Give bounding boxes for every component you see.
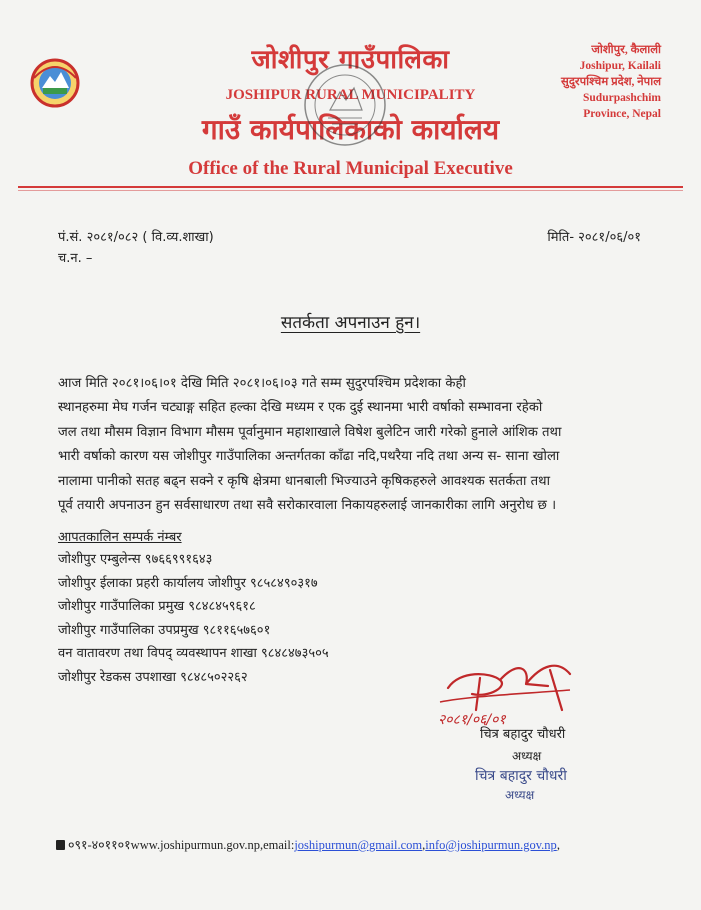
list-item: जोशीपुर रेडकस उपशाखा ९८४८५०२२६२	[58, 669, 248, 685]
list-item: जोशीपुर एम्बुलेन्स ९७६६९९१६४३	[58, 552, 213, 567]
letter-body	[58, 372, 648, 518]
office-name-en: Office of the Rural Municipal Executive	[188, 158, 513, 179]
phone-icon	[56, 840, 65, 850]
footer-contact	[56, 836, 560, 853]
footer-phone: ०९१-४०११०१	[68, 838, 131, 852]
municipality-name-np: जोशीपुर गाउँपालिका	[251, 45, 450, 75]
body-line: जल तथा मौसम विज्ञान विभाग मौसम पूर्वानुमान महाशाखाले विषेश बुलेटिन जारी गरेको हुनाले आंशिक तथा	[58, 424, 562, 440]
signer-name: चित्र बहादुर चौधरी	[480, 727, 566, 742]
address-line: Sudurpashchim	[583, 92, 661, 104]
signer-title: अध्यक्ष	[512, 749, 542, 763]
contacts-heading: आपतकालिन सम्पर्क नंम्बर	[58, 530, 182, 545]
list-item: जोशीपुर गाउँपालिका प्रमुख ९८४८४५९६१८	[58, 599, 256, 615]
reference-number: पं.सं. २०८१/०८२ ( वि.व्य.शाखा)	[58, 230, 214, 245]
letter-subject: सतर्कता अपनाउन हुन।	[280, 313, 421, 333]
email-link-info[interactable]: info@joshipurmun.gov.np	[425, 838, 557, 852]
footer-website: www.joshipurmun.gov.np,email:	[130, 838, 295, 852]
office-name-np: गाउँ कार्यपालिकाको कार्यालय	[201, 113, 500, 146]
municipality-name-en: JOSHIPUR RURAL MUNICIPALITY	[225, 87, 476, 103]
address-line: Province, Nepal	[583, 108, 661, 120]
list-item: जोशीपुर ईलाका प्रहरी कार्यालय जोशीपुर ९८५८४९०३१७	[58, 575, 318, 591]
footer-separator: ,	[422, 838, 426, 852]
body-line: आज मिति २०८१।०६।०१ देखि मिति २०८१।०६।०३ गते सम्म सुदुरपश्चिम प्रदेशका केही	[58, 376, 466, 391]
signature-date: २०८१/०६/०१	[438, 712, 506, 728]
address-line: जोशीपुर, कैलाली	[591, 44, 661, 56]
body-line: नालामा पानीको सतह बढ्न सक्ने र कृषि क्षेत्रमा धानबाली भिज्याउने कृषिकहरुले आवश्यक सतर्कता तथा	[58, 473, 550, 489]
contacts-list	[58, 548, 329, 690]
header-divider	[18, 186, 683, 188]
office-address	[561, 42, 661, 122]
handwritten-signature	[430, 650, 590, 735]
dispatch-number: च.न. –	[58, 251, 93, 266]
header-divider-thin	[18, 190, 683, 191]
list-item: वन वातावरण तथा विपद् व्यवस्थापन शाखा ९८४८४७३५०५	[58, 646, 329, 662]
address-line: सुदुरपश्चिम प्रदेश, नेपाल	[561, 76, 661, 88]
official-stamp	[300, 60, 390, 150]
seal-name: चित्र बहादुर चौधरी	[475, 768, 567, 784]
address-line: Joshipur, Kailali	[579, 60, 661, 72]
seal-title: अध्यक्ष	[505, 788, 535, 802]
list-item: जोशीपुर गाउँपालिका उपप्रमुख ९८११६५७६०१	[58, 622, 271, 638]
email-link-gmail[interactable]: joshipurmun@gmail.com	[294, 838, 423, 852]
body-line: भारी वर्षाको कारण यस जोशीपुर गाउँपालिका अन्तर्गतका काँढा नदि,पथरैया नदि तथा अन्य स- साना खोला	[58, 449, 560, 465]
body-line: पूर्व तयारी अपनाउन हुन सर्वसाधारण तथा सवै सरोकारवाला निकायहरुलाई जानकारीका लागि अनुरोध छ ।	[58, 498, 557, 514]
letter-date: मिति- २०८१/०६/०१	[547, 230, 641, 245]
footer-tail: ,	[556, 838, 560, 852]
body-line: स्थानहरुमा मेघ गर्जन चट्याङ्ग सहित हल्का देखि मध्यम र एक दुई स्थानमा भारी वर्षाको सम्भावना रहेको	[58, 400, 543, 416]
